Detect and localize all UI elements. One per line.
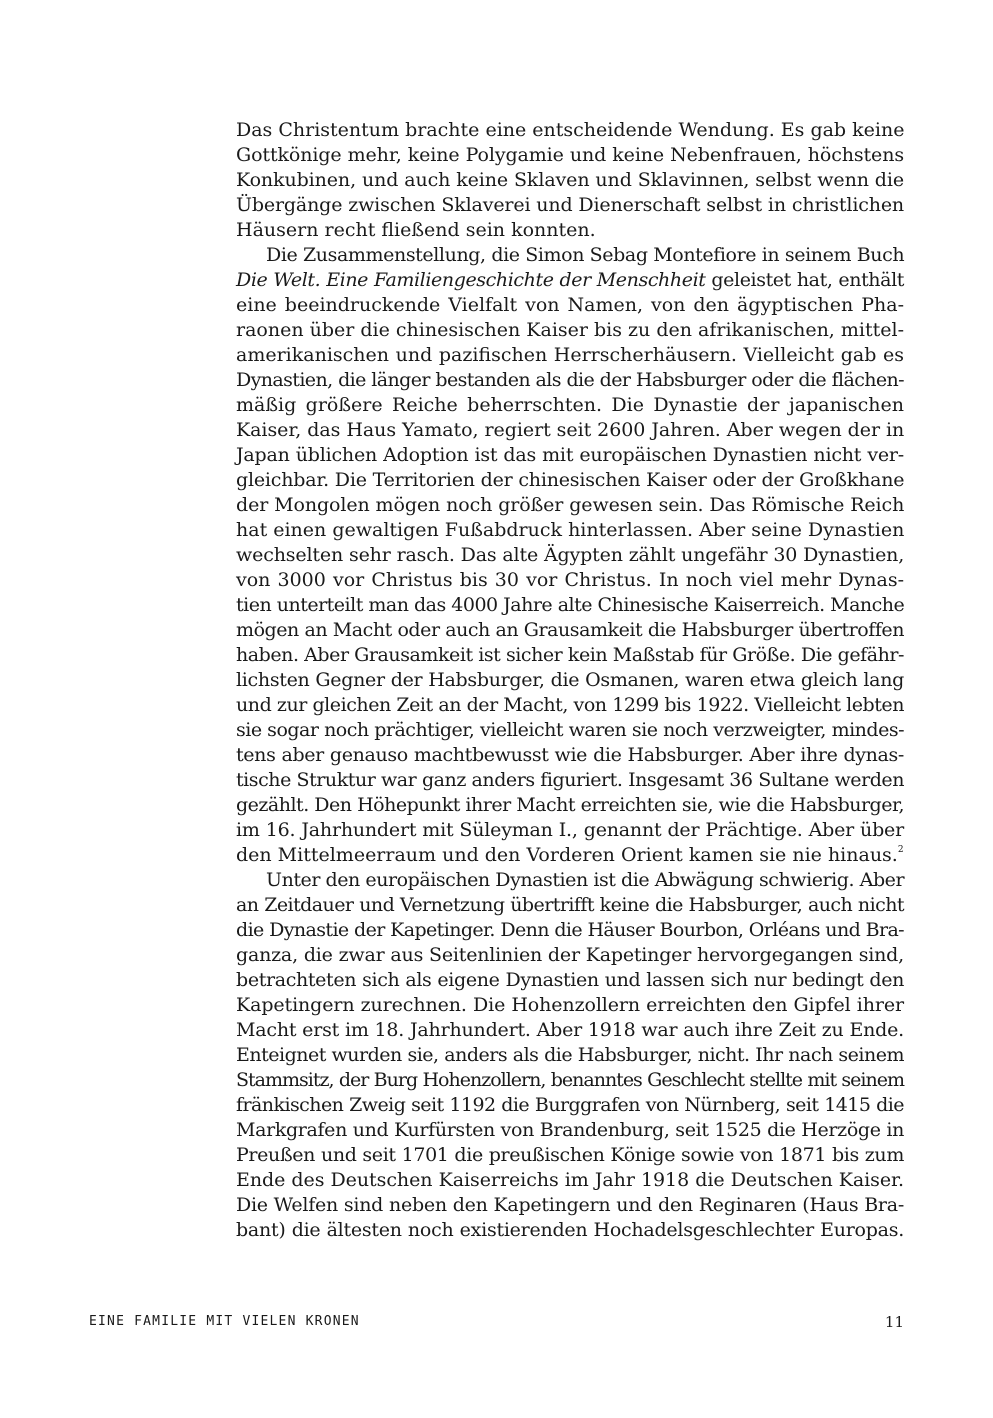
text-line: Enteignet wurden sie, anders als die Habsburger, nicht. Ihr nach seinem [236, 1044, 904, 1066]
text-line: tens aber genauso machtbewusst wie die Habsburger. Aber ihre dynas- [236, 744, 904, 766]
text-line [236, 268, 904, 293]
text-line: gleichbar. Die Territorien der chinesischen Kaiser oder der Großkhane [236, 469, 905, 491]
text-line: Konkubinen, und auch keine Sklaven und Sklavinnen, selbst wenn die [236, 169, 904, 191]
text-line [236, 843, 904, 868]
text-line: Häusern recht fließend sein konnten. [236, 219, 596, 241]
book-title: Die Welt. Eine Familiengeschichte der Menschheit [236, 269, 706, 291]
text-line: Stammsitz, der Burg Hohenzollern, benanntes Geschlecht stellte mit seinem [236, 1069, 904, 1091]
text-line: tien unterteilt man das 4000 Jahre alte Chinesische Kaiserreich. Manche [236, 594, 905, 616]
text-line: Ende des Deutschen Kaiserreichs im Jahr 1918 die Deutschen Kaiser. [236, 1169, 904, 1191]
text-line: der Mongolen mögen noch größer gewesen sein. Das Römische Reich [236, 494, 905, 516]
text-line: ganza, die zwar aus Seitenlinien der Kapetinger hervorgegangen sind, [236, 944, 904, 966]
book-title-rest: geleistet hat, enthält [705, 269, 904, 291]
text-line: mögen an Macht oder auch an Grausamkeit die Habsburger übertroffen [236, 619, 904, 641]
text-line: bant) die ältesten noch existierenden Hochadelsgeschlechter Europas. [236, 1219, 904, 1241]
text-line: Kapetingern zurechnen. Die Hohenzollern erreichten den Gipfel ihrer [236, 994, 904, 1016]
body-text [236, 118, 904, 1243]
footnote-marker[interactable]: 2 [897, 844, 904, 855]
text-line: amerikanischen und pazifischen Herrscherhäusern. Vielleicht gab es [236, 344, 904, 366]
text-line: eine beeindruckende Vielfalt von Namen, von den ägyptischen Pha- [236, 294, 904, 316]
text-line: Gottkönige mehr, keine Polygamie und keine Nebenfrauen, höchstens [236, 144, 904, 166]
page-number: 11 [884, 1313, 904, 1331]
text-line: an Zeitdauer und Vernetzung übertrifft keine die Habsburger, auch nicht [236, 894, 904, 916]
text-line: Die Zusammenstellung, die Simon Sebag Montefiore in seinem Buch [266, 244, 905, 266]
text-line: raonen über die chinesischen Kaiser bis zu den afrikanischen, mittel- [236, 319, 904, 341]
text-line: Übergänge zwischen Sklaverei und Dienerschaft selbst in christlichen [236, 194, 904, 216]
text-line: Preußen und seit 1701 die preußischen Könige sowie von 1871 bis zum [236, 1144, 904, 1166]
text-line: Die Welfen sind neben den Kapetingern und den Reginaren (Haus Bra- [236, 1194, 904, 1216]
text-line-content: den Mittelmeerraum und den Vorderen Orient kamen sie nie hinaus. [236, 844, 898, 866]
text-line: die Dynastie der Kapetinger. Denn die Häuser Bourbon, Orléans und Bra- [236, 919, 904, 941]
text-line: sie sogar noch prächtiger, vielleicht waren sie noch verzweigter, mindes- [236, 719, 904, 741]
text-line: Unter den europäischen Dynastien ist die Abwägung schwierig. Aber [266, 869, 905, 891]
text-line: hat einen gewaltigen Fußabdruck hinterlassen. Aber seine Dynastien [236, 519, 905, 541]
text-line: mäßig größere Reiche beherrschten. Die Dynastie der japanischen [236, 394, 904, 416]
text-line: Kaiser, das Haus Yamato, regiert seit 2600 Jahren. Aber wegen der in [236, 419, 905, 441]
text-line: Macht erst im 18. Jahrhundert. Aber 1918 war auch ihre Zeit zu Ende. [236, 1019, 904, 1041]
text-line: lichsten Gegner der Habsburger, die Osmanen, waren etwa gleich lang [236, 669, 904, 691]
text-line: Dynastien, die länger bestanden als die der Habsburger oder die flächen- [236, 369, 904, 391]
text-line: tische Struktur war ganz anders figuriert. Insgesamt 36 Sultane werden [236, 769, 904, 791]
text-line: gezählt. Den Höhepunkt ihrer Macht erreichten sie, wie die Habsburger, [236, 794, 904, 816]
text-line: haben. Aber Grausamkeit ist sicher kein Maßstab für Größe. Die gefähr- [236, 644, 904, 666]
text-line: betrachteten sich als eigene Dynastien und lassen sich nur bedingt den [236, 969, 904, 991]
text-line: Markgrafen und Kurfürsten von Brandenburg, seit 1525 die Herzöge in [236, 1119, 904, 1141]
text-line: im 16. Jahrhundert mit Süleyman I., genannt der Prächtige. Aber über [236, 819, 904, 841]
paragraph-3 [236, 868, 904, 1243]
text-line: fränkischen Zweig seit 1192 die Burggrafen von Nürnberg, seit 1415 die [236, 1094, 904, 1116]
text-line: und zur gleichen Zeit an der Macht, von 1299 bis 1922. Vielleicht lebten [236, 694, 904, 716]
paragraph-2 [236, 243, 904, 868]
text-line: Das Christentum brachte eine entscheidende Wendung. Es gab keine [236, 119, 905, 141]
paragraph-1 [236, 118, 904, 243]
text-line: wechselten sehr rasch. Das alte Ägypten zählt ungefähr 30 Dynastien, [236, 544, 905, 566]
running-title: EINE FAMILIE MIT VIELEN KRONEN [89, 1314, 360, 1329]
text-line: Japan üblichen Adoption ist das mit europäischen Dynastien nicht ver- [236, 444, 904, 466]
text-line: von 3000 vor Christus bis 30 vor Christus. In noch viel mehr Dynas- [236, 569, 904, 591]
